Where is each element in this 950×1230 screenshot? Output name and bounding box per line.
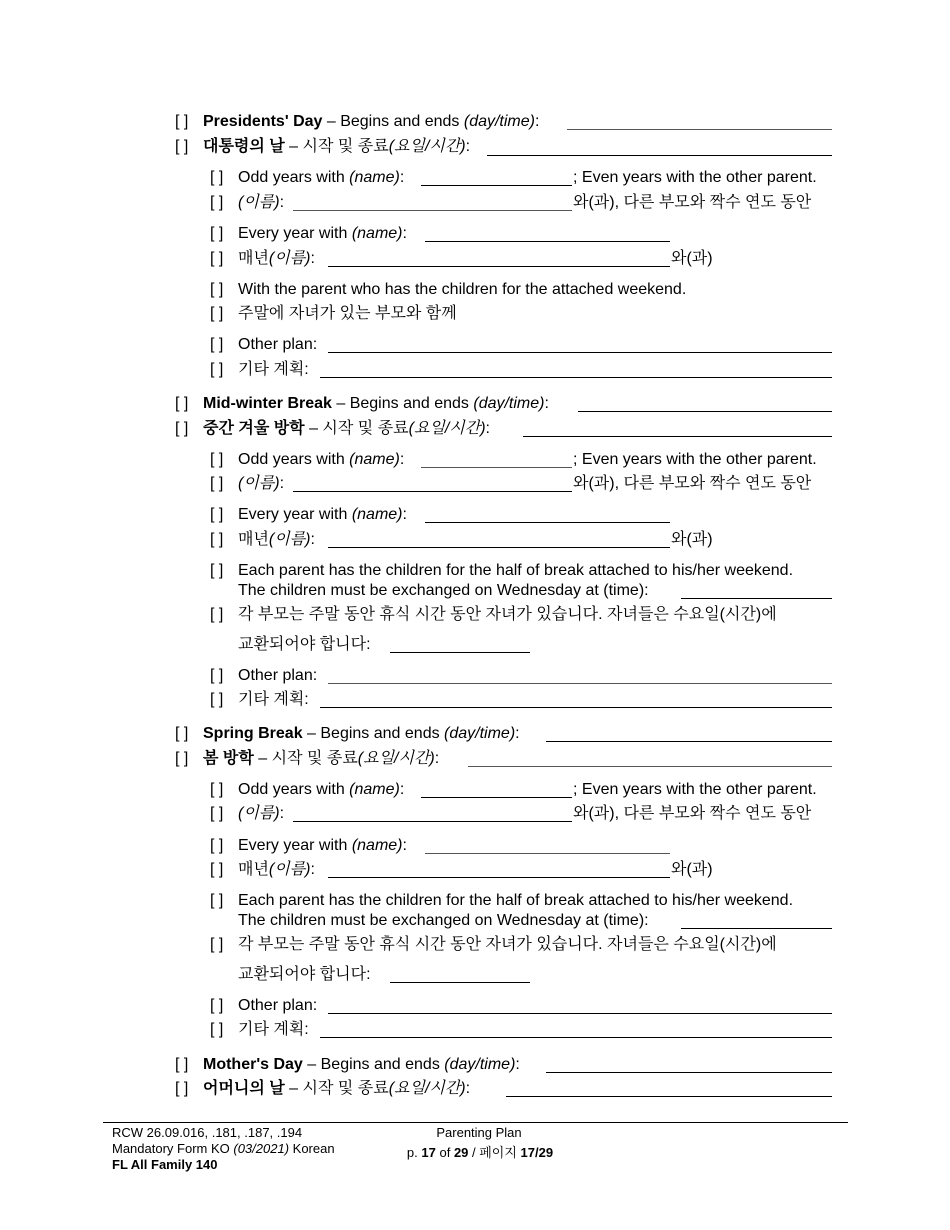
checkbox[interactable]: [ ] [175,1056,189,1073]
time-field[interactable] [681,928,832,929]
holiday-title: Mid-winter Break [203,395,332,412]
label: – 시작 및 종료 [284,138,389,155]
time-field[interactable] [390,652,530,653]
day-time-field[interactable] [506,1096,832,1097]
label: : [279,805,285,822]
label: (이름) [268,531,311,548]
name-field[interactable] [328,547,670,548]
label: : [399,169,405,186]
checkbox[interactable]: [ ] [210,562,224,579]
label: : [402,837,407,854]
label: : [310,250,315,267]
presidents-day-en-row [175,112,539,132]
label: Other plan: [238,997,318,1014]
holiday-title: 봄 방학 [203,750,254,767]
half-break-ko-row [210,605,777,625]
name-field[interactable] [293,821,572,822]
midwinter-ko-row [175,419,490,439]
checkbox[interactable]: [ ] [210,805,224,822]
footer-rcw: RCW 26.09.016, .181, .187, .194 [112,1125,303,1140]
label: 기타 계획: [238,361,309,378]
day-time-field[interactable] [546,741,832,742]
label: Odd years with [238,451,350,468]
label: Every year with [238,225,352,242]
other-plan-field[interactable] [328,352,832,353]
mothers-day-ko-row [175,1079,470,1099]
half-break-en-row [210,891,793,911]
even-years-label: ; Even years with the other parent. [573,169,817,186]
label: (요일/시간) [388,1080,466,1097]
label: 기타 계획: [238,1021,309,1038]
label: Every year with [238,506,352,523]
with-ko-suffix: 와(과) [671,531,713,548]
label: (요일/시간) [408,420,486,437]
label: : [310,531,315,548]
holiday-title: 중간 겨울 방학 [203,420,305,437]
label: : [402,506,407,523]
label: 기타 계획: [238,691,309,708]
checkbox[interactable]: [ ] [210,194,224,211]
label: / 페이지 [468,1145,521,1160]
every-year-en-row [210,505,407,525]
day-time-field[interactable] [523,436,832,437]
label: – Begins and ends [331,395,474,412]
label: : [515,1056,520,1073]
half-break-ko-row [210,935,777,955]
footer-form [112,1141,335,1157]
other-plan-en-row [210,335,317,355]
label: 매년 [238,531,269,548]
label: : [515,725,520,742]
other-plan-field[interactable] [320,1037,832,1038]
every-year-ko-row [210,249,315,269]
day-time-field[interactable] [468,766,832,767]
time-field[interactable] [681,598,832,599]
label: : [465,1080,471,1097]
label: (name) [351,837,403,854]
checkbox[interactable]: [ ] [210,691,224,708]
name-field[interactable] [425,522,670,523]
checkbox[interactable]: [ ] [210,169,224,186]
weekend-en-row [210,280,686,300]
checkbox[interactable]: [ ] [210,606,224,623]
label: (day/time) [473,395,545,412]
half-break-en-line2: The children must be exchanged on Wednesday at (time): [238,582,649,599]
label: (요일/시간) [357,750,435,767]
with-ko-suffix: 와(과) [671,250,713,267]
every-year-ko-row [210,860,315,880]
checkbox[interactable]: [ ] [210,361,224,378]
label: Each parent has the children for the half of break attached to his/her weekend. [238,892,794,909]
other-plan-en-row [210,666,317,686]
label: of [435,1145,454,1160]
label: – Begins and ends [302,725,445,742]
other-plan-ko-row [210,360,309,380]
footer-form-id: FL All Family 140 [112,1157,218,1172]
label: : [399,451,405,468]
other-plan-ko-row [210,1020,309,1040]
label: (name) [351,506,403,523]
footer-page-number [380,1145,580,1161]
label: – Begins and ends [302,1056,445,1073]
label: 매년 [238,250,269,267]
checkbox[interactable]: [ ] [210,936,224,953]
odd-years-en-row [210,450,404,470]
label: – Begins and ends [322,113,464,130]
label: 29 [453,1145,469,1160]
half-break-en-row [210,561,793,581]
label: : [434,750,440,767]
other-plan-field[interactable] [328,683,832,684]
mothers-day-en-row [175,1055,520,1075]
checkbox[interactable]: [ ] [210,1021,224,1038]
label: (이름) [268,861,311,878]
checkbox[interactable]: [ ] [210,451,224,468]
label: 주말에 자녀가 있는 부모와 함께 [238,305,457,322]
other-plan-field[interactable] [328,1013,832,1014]
checkbox[interactable]: [ ] [175,725,189,742]
odd-years-ko-suffix: 와(과), 다른 부모와 짝수 연도 동안 [573,194,812,211]
label: : [544,395,549,412]
label: : [402,225,407,242]
label: Korean [289,1141,335,1156]
checkbox[interactable]: [ ] [210,475,224,492]
label: – 시작 및 종료 [253,750,358,767]
label: : [310,861,315,878]
holiday-title: Spring Break [203,725,303,742]
every-year-en-row [210,224,407,244]
label: : [465,138,471,155]
other-plan-ko-row [210,690,309,710]
every-year-en-row [210,836,407,856]
odd-years-en-row [210,168,404,188]
name-field[interactable] [425,241,670,242]
label: : [399,781,405,798]
odd-years-ko-row [210,474,284,494]
checkbox[interactable]: [ ] [210,781,224,798]
label: (day/time) [444,1056,516,1073]
label: (이름) [238,805,280,822]
name-field[interactable] [293,491,572,492]
label: – 시작 및 종료 [304,420,409,437]
label: p. [406,1145,422,1160]
label: (이름) [268,250,311,267]
other-plan-field[interactable] [320,377,832,378]
label: : [534,113,540,130]
every-year-ko-row [210,530,315,550]
even-years-label: ; Even years with the other parent. [573,451,817,468]
footer-center [380,1125,580,1161]
label: (이름) [238,194,280,211]
checkbox[interactable]: [ ] [210,305,224,322]
name-field[interactable] [425,853,670,854]
checkbox[interactable]: [ ] [175,750,189,767]
checkbox[interactable]: [ ] [210,225,224,242]
label: (name) [349,451,400,468]
label: (day/time) [444,725,516,742]
holiday-title: Presidents' Day [203,113,323,130]
label: (03/2021) [233,1141,290,1156]
label: (name) [349,169,400,186]
name-field[interactable] [421,467,572,468]
time-field[interactable] [390,982,530,983]
checkbox[interactable]: [ ] [175,395,189,412]
label: : [485,420,490,437]
name-field[interactable] [293,210,572,211]
label: – 시작 및 종료 [284,1080,389,1097]
label: : [279,194,285,211]
day-time-field[interactable] [487,155,832,156]
label: : [279,475,285,492]
checkbox[interactable]: [ ] [175,1080,189,1097]
odd-years-ko-suffix: 와(과), 다른 부모와 짝수 연도 동안 [573,475,812,492]
label: Each parent has the children for the half of break attached to his/her weekend. [238,562,794,579]
checkbox[interactable]: [ ] [210,506,224,523]
label: With the parent who has the children for the attached weekend. [238,281,687,298]
other-plan-en-row [210,996,317,1016]
holiday-title: 대통령의 날 [203,138,285,155]
label: Other plan: [238,667,318,684]
other-plan-field[interactable] [320,707,832,708]
spring-break-en-row [175,724,520,744]
label: (name) [351,225,403,242]
label: Other plan: [238,336,318,353]
label: Odd years with [238,169,350,186]
odd-years-ko-row [210,193,284,213]
label: (요일/시간) [388,138,466,155]
label: (이름) [238,475,280,492]
holiday-title: 어머니의 날 [203,1080,285,1097]
footer-left [112,1125,335,1173]
label: 각 부모는 주말 동안 휴식 시간 동안 자녀가 있습니다. 자녀들은 수요일(시간)에 [238,606,777,623]
checkbox[interactable]: [ ] [210,281,224,298]
checkbox[interactable]: [ ] [210,667,224,684]
half-break-ko-line2: 교환되어야 합니다: [238,966,371,983]
name-field[interactable] [421,185,572,186]
with-ko-suffix: 와(과) [671,861,713,878]
label: Every year with [238,837,352,854]
presidents-day-ko-row [175,137,470,157]
label: 17/29 [520,1145,554,1160]
footer-divider [103,1122,848,1123]
spring-break-ko-row [175,749,439,769]
label: 각 부모는 주말 동안 휴식 시간 동안 자녀가 있습니다. 자녀들은 수요일(시간)에 [238,936,777,953]
label: (name) [349,781,400,798]
checkbox[interactable]: [ ] [175,113,189,130]
checkbox[interactable]: [ ] [175,420,189,437]
checkbox[interactable]: [ ] [210,837,224,854]
weekend-ko-row [210,304,457,324]
label: (day/time) [463,113,535,130]
checkbox[interactable]: [ ] [175,138,189,155]
label: Mandatory Form KO [112,1141,234,1156]
checkbox[interactable]: [ ] [210,336,224,353]
name-field[interactable] [328,266,670,267]
even-years-label: ; Even years with the other parent. [573,781,817,798]
name-field[interactable] [421,797,572,798]
half-break-en-line2: The children must be exchanged on Wednesday at (time): [238,912,649,929]
footer-title: Parenting Plan [436,1125,522,1140]
holiday-title: Mother's Day [203,1056,303,1073]
checkbox[interactable]: [ ] [210,250,224,267]
label: 17 [421,1145,436,1160]
odd-years-en-row [210,780,404,800]
odd-years-ko-row [210,804,284,824]
checkbox[interactable]: [ ] [210,861,224,878]
day-time-field[interactable] [567,129,832,130]
midwinter-en-row [175,394,549,414]
half-break-ko-line2: 교환되어야 합니다: [238,636,371,653]
checkbox[interactable]: [ ] [210,997,224,1014]
day-time-field[interactable] [578,411,832,412]
checkbox[interactable]: [ ] [210,531,224,548]
odd-years-ko-suffix: 와(과), 다른 부모와 짝수 연도 동안 [573,805,812,822]
label: 매년 [238,861,269,878]
label: Odd years with [238,781,350,798]
day-time-field[interactable] [546,1072,832,1073]
name-field[interactable] [328,877,670,878]
checkbox[interactable]: [ ] [210,892,224,909]
